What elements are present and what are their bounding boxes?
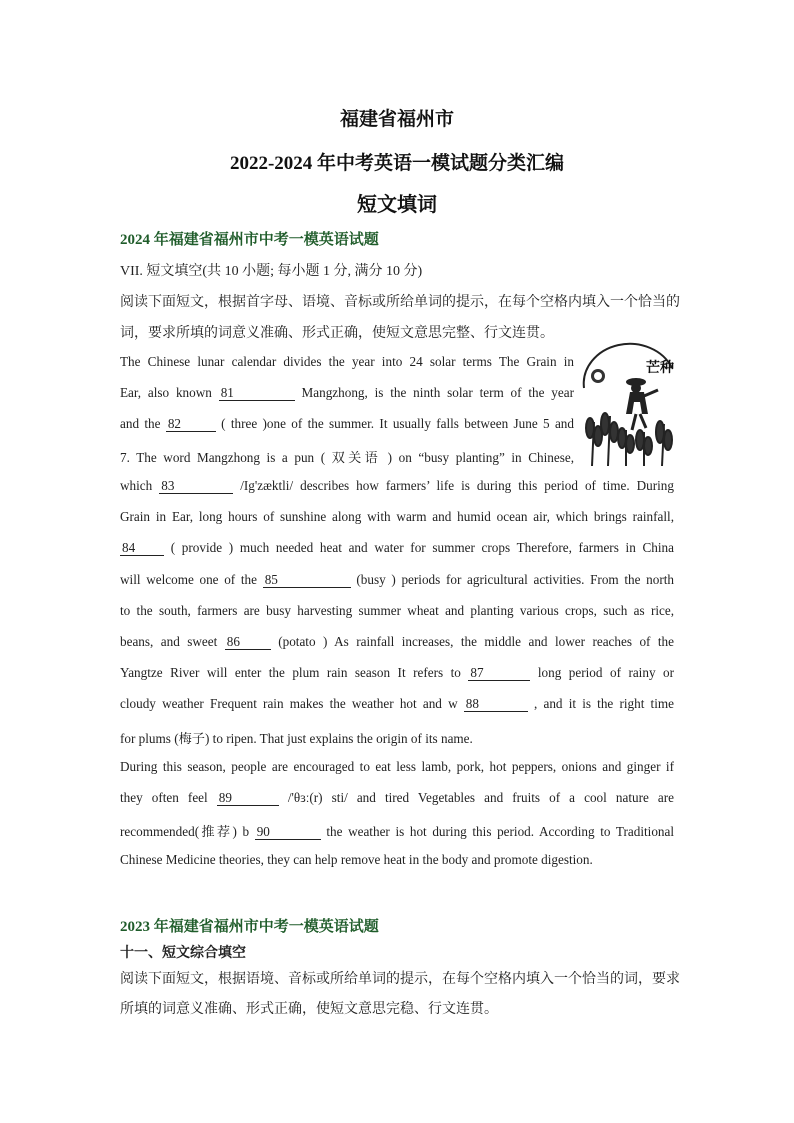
blank-87[interactable]: 87 bbox=[468, 666, 530, 681]
blank-86[interactable]: 86 bbox=[225, 635, 271, 650]
passage-line: 7. The word Mangzhong is a pun ( 双关语 ) on “busy planting” in Chinese, bbox=[120, 450, 574, 465]
instructions-2023-line1: 阅读下面短文，根据语境、音标或所给单词的提示，在每个空格内填入一个恰当的词，要求 bbox=[120, 972, 680, 987]
passage-text: and the bbox=[120, 416, 166, 431]
question-header-2023: 十一、短文综合填空 bbox=[120, 946, 246, 961]
passage-line bbox=[120, 821, 674, 840]
blank-88[interactable]: 88 bbox=[464, 697, 528, 712]
passage-text: ( provide ) much needed heat and water for summer crops Therefore, farmers in China bbox=[170, 540, 674, 555]
passage-text: Mangzhong, is the ninth solar term of the year bbox=[301, 385, 574, 400]
passage-line bbox=[120, 478, 674, 494]
section-2024-heading: 2024 年福建省福州市中考一模英语试题 bbox=[120, 232, 379, 248]
passage-line bbox=[120, 385, 574, 401]
passage-line: for plums (梅子) to ripen. That just explains the origin of its name. bbox=[120, 731, 473, 746]
passage-text: which bbox=[120, 478, 160, 493]
passage-text: Ear, also known bbox=[120, 385, 219, 400]
mangzhong-illustration bbox=[578, 340, 682, 470]
passage-line: The Chinese lunar calendar divides the year into 24 solar terms The Grain in bbox=[120, 354, 574, 369]
illustration-caption: 芒种 bbox=[646, 360, 674, 376]
instructions-2024-line1: 阅读下面短文，根据首字母、语境、音标或所给单词的提示，在每个空格内填入一个恰当的 bbox=[120, 295, 680, 310]
passage-text: , and it is the right time bbox=[533, 696, 674, 711]
passage-line bbox=[120, 696, 674, 712]
passage-line: Chinese Medicine theories, they can help remove heat in the body and promote digestion. bbox=[120, 852, 593, 867]
section-2023-heading: 2023 年福建省福州市中考一模英语试题 bbox=[120, 919, 379, 935]
blank-85[interactable]: 85 bbox=[263, 573, 351, 588]
passage-text: will welcome one of the bbox=[120, 572, 263, 587]
blank-83[interactable]: 83 bbox=[159, 479, 233, 494]
passage-line bbox=[120, 790, 674, 806]
passage-text: ( three )one of the summer. It usually falls between June 5 and bbox=[221, 416, 574, 431]
passage-line: During this season, people are encouraged to eat less lamb, pork, hot peppers, onions and ginger if bbox=[120, 759, 674, 774]
passage-line: to the south, farmers are busy harvesting summer wheat and planting various crops, such as rice, bbox=[120, 603, 674, 618]
doc-title-series: 2022-2024 年中考英语一模试题分类汇编 bbox=[229, 153, 565, 174]
instructions-2024-line2: 词，要求所填的词意义准确、形式正确，使短文意思完整、行文连贯。 bbox=[120, 326, 554, 341]
passage-text: /'θɜː(r) sti/ and tired Vegetables and fruits of a cool nature are bbox=[287, 790, 674, 805]
doc-title-region: 福建省福州市 bbox=[339, 109, 454, 130]
passage-text: Yangtze River will enter the plum rain season It refers to bbox=[120, 665, 469, 680]
passage-line: Grain in Ear, long hours of sunshine along with warm and humid ocean air, which brings rainfall, bbox=[120, 509, 674, 524]
blank-90[interactable]: 90 bbox=[255, 825, 321, 840]
passage-text: long period of rainy or bbox=[537, 665, 675, 680]
doc-title-topic: 短文填词 bbox=[357, 194, 437, 216]
passage-text: recommended(推荐) b bbox=[120, 824, 250, 839]
blank-84[interactable]: 84 bbox=[120, 541, 164, 556]
passage-line bbox=[120, 572, 674, 588]
passage-text: the weather is hot during this period. According to Traditional bbox=[326, 824, 675, 839]
blank-82[interactable]: 82 bbox=[166, 417, 216, 432]
passage-line bbox=[120, 540, 674, 556]
passage-text: beans, and sweet bbox=[120, 634, 218, 649]
blank-89[interactable]: 89 bbox=[217, 791, 279, 806]
passage-line bbox=[120, 665, 674, 681]
instructions-2023-line2: 所填的词意义准确、形式正确，使短文意思完稳、行文连贯。 bbox=[120, 1002, 498, 1017]
passage-text: (potato ) As rainfall increases, the middle and lower reaches of the bbox=[278, 634, 674, 649]
passage-text: (busy ) periods for agricultural activities. From the north bbox=[356, 572, 674, 587]
passage-text: /Ig'zæktli/ describes how farmers’ life is during this period of time. During bbox=[240, 478, 674, 493]
blank-81[interactable]: 81 bbox=[219, 386, 295, 401]
question-header-2024: VII. 短文填空(共 10 小题; 每小题 1 分, 满分 10 分) bbox=[120, 264, 423, 279]
passage-text: they often feel bbox=[120, 790, 217, 805]
passage-line bbox=[120, 416, 574, 432]
passage-line bbox=[120, 634, 674, 650]
passage-text: cloudy weather Frequent rain makes the weather hot and w bbox=[120, 696, 458, 711]
